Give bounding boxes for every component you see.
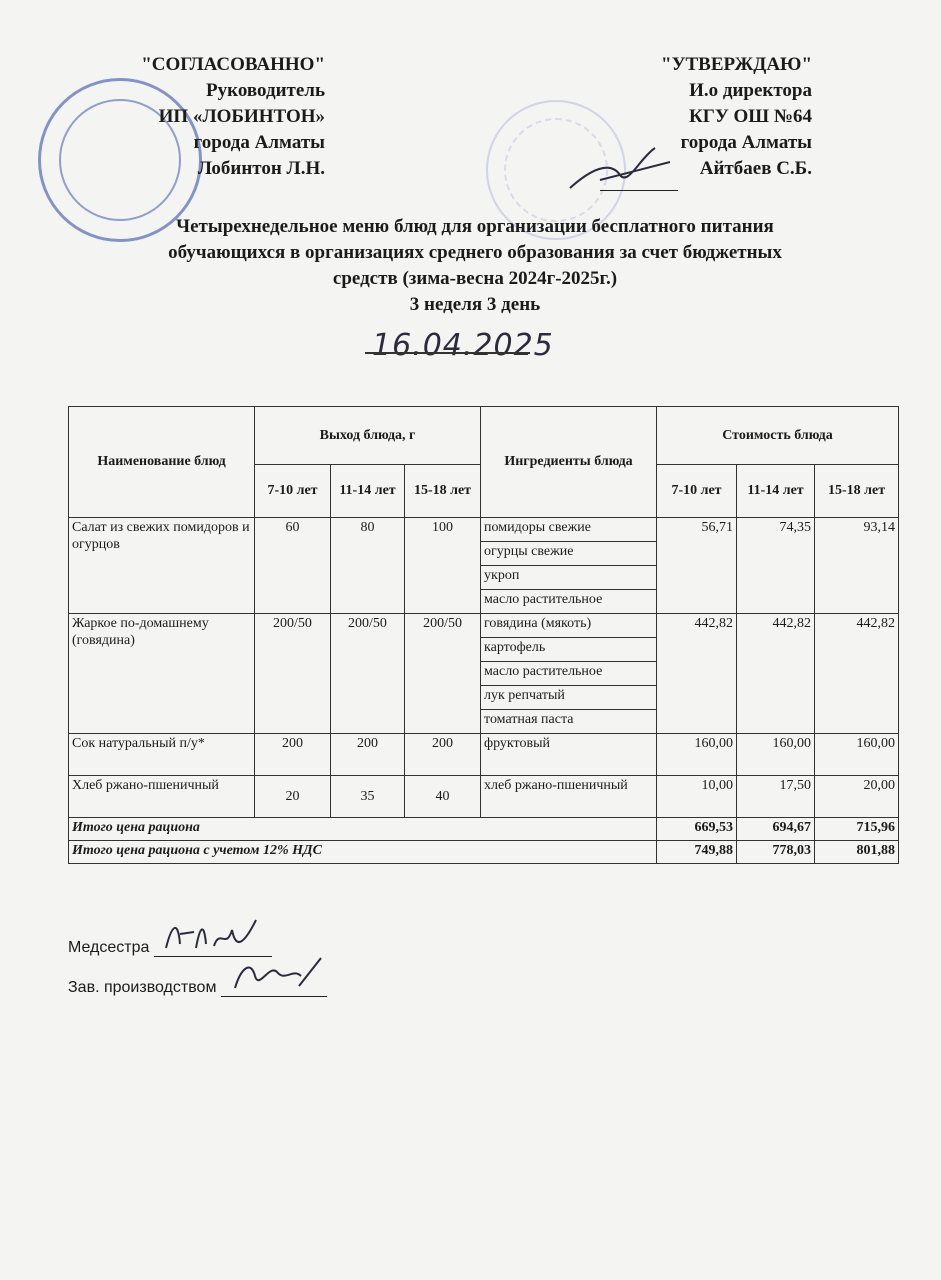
director-signature xyxy=(560,140,680,200)
total-vat-value: 801,88 xyxy=(815,841,899,864)
cost-value: 442,82 xyxy=(737,614,815,734)
total-vat-value: 778,03 xyxy=(737,841,815,864)
cost-value: 160,00 xyxy=(815,734,899,776)
yield-value: 40 xyxy=(405,776,481,818)
approve-line: города Алматы xyxy=(680,132,812,153)
dish-name: Жаркое по-домашнему (говядина) xyxy=(69,614,255,734)
yield-value: 80 xyxy=(331,518,405,614)
table-row xyxy=(69,518,899,542)
dish-name: Сок натуральный п/у* xyxy=(69,734,255,776)
total-vat-value: 749,88 xyxy=(657,841,737,864)
ingredient: картофель xyxy=(481,638,657,662)
table-row xyxy=(69,776,899,818)
ingredient: говядина (мякоть) xyxy=(481,614,657,638)
nurse-label: Медсестра xyxy=(68,939,150,956)
yield-value: 200/50 xyxy=(331,614,405,734)
header-yield: Выход блюда, г xyxy=(255,407,481,465)
ingredient: фруктовый xyxy=(481,734,657,776)
total-value: 669,53 xyxy=(657,818,737,841)
title-line: обучающихся в организациях среднего образования за счет бюджетных xyxy=(168,242,782,263)
yield-value: 200 xyxy=(255,734,331,776)
total-row xyxy=(69,818,899,841)
header-age: 15-18 лет xyxy=(815,465,899,518)
total-value: 715,96 xyxy=(815,818,899,841)
agreed-label: "СОГЛАСОВАННО" xyxy=(141,54,325,75)
cost-value: 160,00 xyxy=(737,734,815,776)
approval-agreed-block xyxy=(60,52,325,182)
agreed-line: ИП «ЛОБИНТОН» xyxy=(158,106,325,127)
total-value: 694,67 xyxy=(737,818,815,841)
header-dish: Наименование блюд xyxy=(69,407,255,518)
menu-table xyxy=(68,406,899,864)
dish-name: Салат из свежих помидоров и огурцов xyxy=(69,518,255,614)
header-age: 7-10 лет xyxy=(657,465,737,518)
yield-value: 35 xyxy=(331,776,405,818)
ingredient: огурцы свежие xyxy=(481,542,657,566)
ingredient: хлеб ржано-пшеничный xyxy=(481,776,657,818)
ingredient: масло растительное xyxy=(481,590,657,614)
approve-line: И.о директора xyxy=(689,80,812,101)
ingredient: лук репчатый xyxy=(481,686,657,710)
ingredient: томатная паста xyxy=(481,710,657,734)
yield-value: 100 xyxy=(405,518,481,614)
head-label: Зав. производством xyxy=(68,979,217,996)
cost-value: 17,50 xyxy=(737,776,815,818)
cost-value: 93,14 xyxy=(815,518,899,614)
date-underline xyxy=(365,352,530,354)
director-signature-line xyxy=(600,190,678,191)
approve-label: "УТВЕРЖДАЮ" xyxy=(661,54,812,75)
yield-value: 60 xyxy=(255,518,331,614)
table-row xyxy=(69,614,899,638)
approve-line: Айтбаев С.Б. xyxy=(699,158,812,179)
header-age: 11-14 лет xyxy=(331,465,405,518)
cost-value: 160,00 xyxy=(657,734,737,776)
yield-value: 200 xyxy=(331,734,405,776)
header-age: 7-10 лет xyxy=(255,465,331,518)
document-title xyxy=(60,214,890,318)
yield-value: 200/50 xyxy=(255,614,331,734)
agreed-line: Лобинтон Л.Н. xyxy=(197,158,325,179)
cost-value: 56,71 xyxy=(657,518,737,614)
header-age: 11-14 лет xyxy=(737,465,815,518)
cost-value: 10,00 xyxy=(657,776,737,818)
agreed-line: Руководитель xyxy=(206,80,325,101)
total-vat-label: Итого цена рациона с учетом 12% НДС xyxy=(69,841,657,864)
cost-value: 74,35 xyxy=(737,518,815,614)
title-line: 3 неделя 3 день xyxy=(409,294,541,315)
title-line: Четырехнедельное меню блюд для организации бесплатного питания xyxy=(176,216,774,237)
dish-name: Хлеб ржано-пшеничный xyxy=(69,776,255,818)
yield-value: 200/50 xyxy=(405,614,481,734)
title-line: средств (зима-весна 2024г-2025г.) xyxy=(332,268,618,289)
cost-value: 442,82 xyxy=(657,614,737,734)
total-label: Итого цена рациона xyxy=(69,818,657,841)
yield-value: 20 xyxy=(255,776,331,818)
approve-line: КГУ ОШ №64 xyxy=(688,106,812,127)
ingredient: помидоры свежие xyxy=(481,518,657,542)
header-ingredients: Ингредиенты блюда xyxy=(481,407,657,518)
agreed-line: города Алматы xyxy=(193,132,325,153)
cost-value: 20,00 xyxy=(815,776,899,818)
table-row xyxy=(69,734,899,776)
header-cost: Стоимость блюда xyxy=(657,407,899,465)
total-vat-row xyxy=(69,841,899,864)
head-signature xyxy=(221,978,327,997)
head-signature-line xyxy=(68,978,327,997)
yield-value: 200 xyxy=(405,734,481,776)
ingredient: укроп xyxy=(481,566,657,590)
header-age: 15-18 лет xyxy=(405,465,481,518)
handwritten-date: 16.04.2025 xyxy=(372,328,554,363)
cost-value: 442,82 xyxy=(815,614,899,734)
ingredient: масло растительное xyxy=(481,662,657,686)
